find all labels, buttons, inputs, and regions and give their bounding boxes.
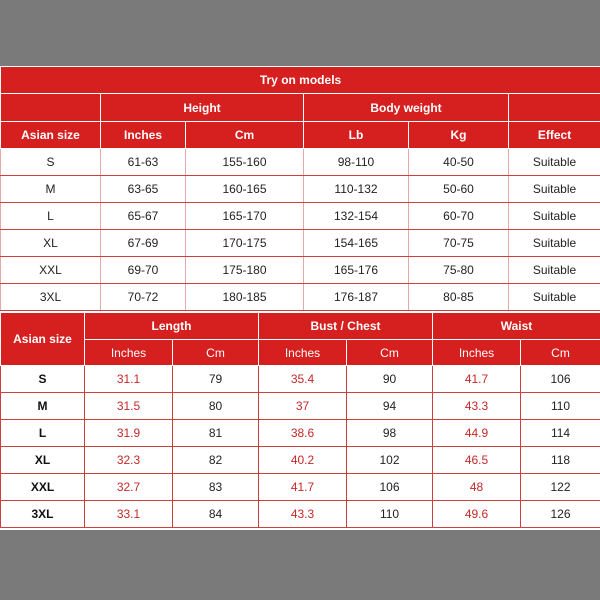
cm-cell: 175-180 (186, 257, 304, 284)
table-row (1, 447, 600, 474)
length-inches-cell: 31.5 (85, 393, 173, 420)
size-cell: L (1, 203, 101, 230)
cm-cell: 160-165 (186, 176, 304, 203)
lb-cell: 98-110 (304, 149, 409, 176)
waist-cm-cell: 118 (521, 447, 600, 474)
table-row (1, 284, 600, 311)
table-row (1, 420, 600, 447)
table-row (1, 230, 600, 257)
lb-cell: 132-154 (304, 203, 409, 230)
length-cm-cell: 81 (173, 420, 259, 447)
bust-cm-cell: 110 (347, 501, 433, 528)
inches-cell: 69-70 (101, 257, 186, 284)
waist-inches-cell: 43.3 (433, 393, 521, 420)
bust-inches-cell: 41.7 (259, 474, 347, 501)
waist-group-header: Waist (433, 313, 600, 340)
length-cm-cell: 79 (173, 366, 259, 393)
length-cm-cell: 80 (173, 393, 259, 420)
effect-cell: Suitable (509, 257, 600, 284)
length-group-header: Length (85, 313, 259, 340)
table-row (1, 474, 600, 501)
waist-cm-cell: 126 (521, 501, 600, 528)
size-cell: XL (1, 447, 85, 474)
subcolumn-header: Cm (521, 340, 600, 366)
length-inches-cell: 32.3 (85, 447, 173, 474)
kg-cell: 75-80 (409, 257, 509, 284)
garment-measurement-table (0, 312, 600, 528)
waist-inches-cell: 46.5 (433, 447, 521, 474)
empty-header-cell (509, 94, 600, 122)
length-inches-cell: 31.1 (85, 366, 173, 393)
bust-inches-cell: 38.6 (259, 420, 347, 447)
size-cell: XL (1, 230, 101, 257)
waist-inches-cell: 44.9 (433, 420, 521, 447)
subcolumn-header: Inches (433, 340, 521, 366)
lb-cell: 165-176 (304, 257, 409, 284)
waist-cm-cell: 122 (521, 474, 600, 501)
length-cm-cell: 82 (173, 447, 259, 474)
kg-cell: 50-60 (409, 176, 509, 203)
size-cell: XXL (1, 257, 101, 284)
lb-cell: 154-165 (304, 230, 409, 257)
table-row (1, 393, 600, 420)
bust-cm-cell: 90 (347, 366, 433, 393)
kg-cell: 70-75 (409, 230, 509, 257)
inches-cell: 61-63 (101, 149, 186, 176)
bust-inches-cell: 37 (259, 393, 347, 420)
lb-cell: 176-187 (304, 284, 409, 311)
size-cell: M (1, 176, 101, 203)
effect-cell: Suitable (509, 203, 600, 230)
length-cm-cell: 83 (173, 474, 259, 501)
kg-cell: 80-85 (409, 284, 509, 311)
size-cell: XXL (1, 474, 85, 501)
inches-cell: 65-67 (101, 203, 186, 230)
waist-cm-cell: 106 (521, 366, 600, 393)
cm-cell: 170-175 (186, 230, 304, 257)
size-cell: S (1, 149, 101, 176)
subcolumn-header: Inches (259, 340, 347, 366)
column-header: Inches (101, 122, 186, 149)
table-row (1, 203, 600, 230)
bust-cm-cell: 102 (347, 447, 433, 474)
inches-cell: 70-72 (101, 284, 186, 311)
bust-cm-cell: 106 (347, 474, 433, 501)
waist-cm-cell: 114 (521, 420, 600, 447)
column-header: Asian size (1, 122, 101, 149)
column-header: Lb (304, 122, 409, 149)
table-title: Try on models (1, 67, 600, 94)
bust-cm-cell: 94 (347, 393, 433, 420)
waist-inches-cell: 41.7 (433, 366, 521, 393)
size-cell: 3XL (1, 284, 101, 311)
table-row (1, 149, 600, 176)
column-header: Cm (186, 122, 304, 149)
inches-cell: 67-69 (101, 230, 186, 257)
cm-cell: 155-160 (186, 149, 304, 176)
size-chart (0, 66, 600, 530)
length-cm-cell: 84 (173, 501, 259, 528)
subcolumn-header: Cm (173, 340, 259, 366)
table-row (1, 501, 600, 528)
effect-cell: Suitable (509, 284, 600, 311)
height-group-header: Height (101, 94, 304, 122)
size-cell: L (1, 420, 85, 447)
cm-cell: 165-170 (186, 203, 304, 230)
empty-header-cell (1, 94, 101, 122)
size-cell: 3XL (1, 501, 85, 528)
subcolumn-header: Cm (347, 340, 433, 366)
body-weight-group-header: Body weight (304, 94, 509, 122)
size-cell: S (1, 366, 85, 393)
waist-inches-cell: 49.6 (433, 501, 521, 528)
waist-cm-cell: 110 (521, 393, 600, 420)
bust-inches-cell: 43.3 (259, 501, 347, 528)
inches-cell: 63-65 (101, 176, 186, 203)
bust-cm-cell: 98 (347, 420, 433, 447)
effect-cell: Suitable (509, 230, 600, 257)
waist-inches-cell: 48 (433, 474, 521, 501)
bust-inches-cell: 40.2 (259, 447, 347, 474)
table-row (1, 257, 600, 284)
table-row (1, 176, 600, 203)
subcolumn-header: Inches (85, 340, 173, 366)
length-inches-cell: 32.7 (85, 474, 173, 501)
effect-cell: Suitable (509, 176, 600, 203)
effect-cell: Suitable (509, 149, 600, 176)
bust-group-header: Bust / Chest (259, 313, 433, 340)
length-inches-cell: 33.1 (85, 501, 173, 528)
length-inches-cell: 31.9 (85, 420, 173, 447)
asian-size-header: Asian size (1, 313, 85, 366)
column-header: Kg (409, 122, 509, 149)
kg-cell: 40-50 (409, 149, 509, 176)
body-size-table (0, 66, 600, 311)
bust-inches-cell: 35.4 (259, 366, 347, 393)
lb-cell: 110-132 (304, 176, 409, 203)
cm-cell: 180-185 (186, 284, 304, 311)
table-row (1, 366, 600, 393)
size-cell: M (1, 393, 85, 420)
kg-cell: 60-70 (409, 203, 509, 230)
column-header: Effect (509, 122, 600, 149)
